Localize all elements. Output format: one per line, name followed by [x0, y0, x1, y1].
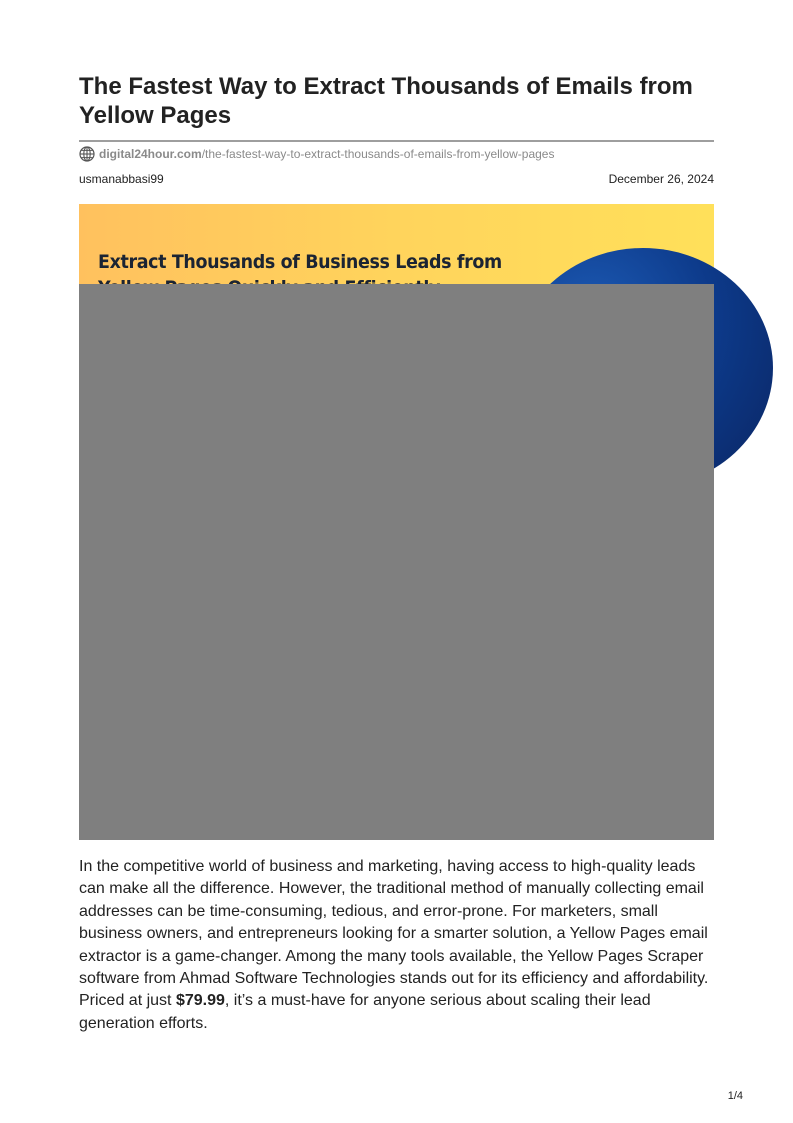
image-placeholder: [79, 284, 714, 840]
intro-text-after: , it’s a must-have for anyone serious about scaling their lead generation efforts.: [79, 992, 651, 1032]
source-path: /the-fastest-way-to-extract-thousands-of-emails-from-yellow-pages: [201, 147, 555, 161]
author-name: usmanabbasi99: [79, 172, 164, 186]
source-url[interactable]: [79, 146, 554, 162]
page-title: The Fastest Way to Extract Thousands of Emails from Yellow Pages: [79, 73, 693, 129]
hero-banner: [79, 204, 714, 284]
hero-image: [79, 204, 714, 840]
price-highlight: $79.99: [175, 992, 225, 1010]
intro-text-before: In the competitive world of business and marketing, having access to high-quality leads can make all the difference. However, the traditional method of manually collecting email addresses can be time-consuming, tedious, and error-prone. For marketers, small business owners, and entrepreneurs looking for a smarter solution, a Yellow Pages email extractor is a game-changer. Among the many tools available, the Yellow Pages Scraper software from Ahmad Software Technologies stands out for its efficiency and affordability. Priced at just: [79, 858, 709, 1010]
publish-date: December 26, 2024: [608, 172, 714, 186]
intro-paragraph: [79, 856, 719, 1035]
page-number: 1/4: [727, 1090, 743, 1102]
banner-line-1: Extract Thousands of Business Leads from: [98, 251, 502, 273]
title-divider: [79, 140, 714, 142]
source-domain: digital24hour.com: [99, 147, 202, 161]
globe-icon: [79, 146, 95, 162]
